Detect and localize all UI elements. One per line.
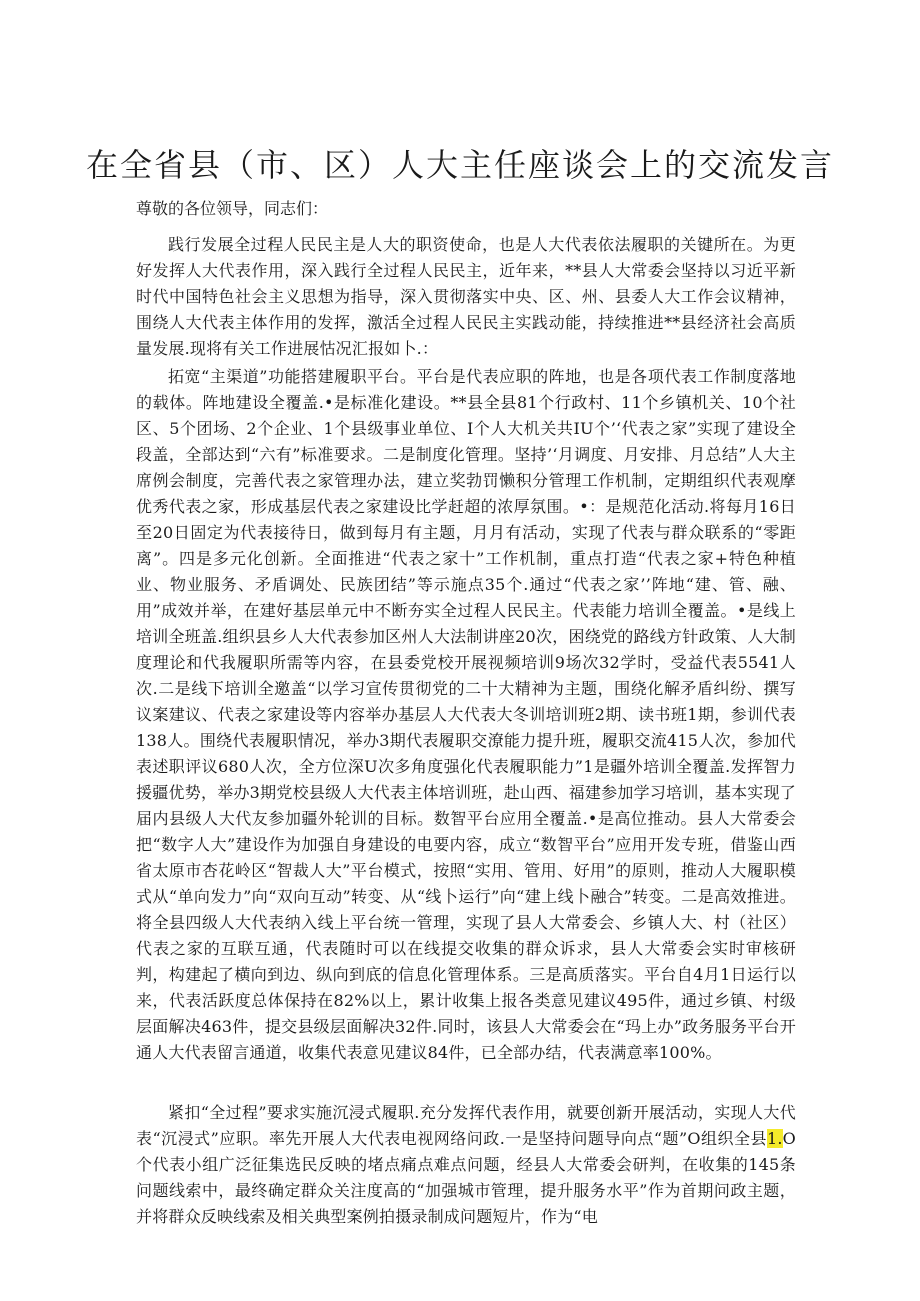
highlighted-text: 1. bbox=[767, 1129, 783, 1148]
salutation: 尊敬的各位领导，同志们： bbox=[136, 199, 329, 218]
paragraph-full-process bbox=[136, 1100, 796, 1230]
paragraph-text-part-2: O个代表小组广泛征集选民反映的堵点痛点难点问题，经县人大常委会研判，在收集的145条问题线索中，最终确定群众关注度高的“加强城市管理，提升服务水平”作为首期问政主题，并将群众反映线索及相关典型案例拍摄录制成问题短片，作为“电 bbox=[136, 1129, 796, 1226]
paragraph-intro: 践行发展全过程人民民主是人大的职资使命，也是人大代表依法履职的关键所在。为更好发挥人大代表作用，深入践行全过程人民民主，近年来，**县人大常委会坚持以习近平新时代中国特色社会主义思想为指导，深入贯彻落实中央、区、州、县委人大工作会议精神，围绕人大代表主体作用的发挥，激活全过程人民民主实践动能，持续推进**县经济社会高质量发展.现将有关工作进展怙况汇报如卜.： bbox=[136, 235, 796, 358]
paragraph-platform: 拓宽“主渠道”功能搭建履职平台。平台是代表应职的阵地，也是各项代表工作制度落地的载体。阵地建设全覆盖.•是标准化建设。**县全县81个行政村、11个乡镇机关、10个社区、5个团场、2个企业、1个县级事业单位、I个人大机关共IU个’‘代表之家”实现了建设全段盖，全部达到“六有”标准要求。二是制度化管理。坚持’‘月调度、月安排、月总结”人大主席例会制度，完善代表之家管理办法，建立奖勃罚懒积分管理工作机制，定期组织代表观摩优秀代表之家，形成基层代表之家建设比学赶超的浓厚氛围。•：是规范化活动.将每月16日至20日固定为代表接待日，做到每月有主题，月月有活动，实现了代表与群众联系的“零距离”。四是多元化创新。全面推进“代表之家十”工作机制，重点打造“代表之家+特色种植业、物业服务、矛盾调处、民族团结”等示施点35个.通过“代表之家’’阵地“建、管、融、用”成效并举，在建好基层单元中不断夯实全过程人民民主。代表能力培训全覆盖。•是线上培训全班盖.组织县乡人大代表参加区州人大法制讲座20次，困绕党的路线方针政策、人大制度理论和代我履职所需等内容，在县委党校开展视频培训9场次32学时，受益代表5541人次.二是线下培训全邀盖“以学习宣传贯彻党的二十大精神为主题，围绕化解矛盾纠纷、撰写议案建议、代表之家建设等内容举办基层人大代表大冬训培训班2期、读书班1期，参训代表138人。围绕代表履职情况，举办3期代表履职交潦能力提升班，履职交流415人次，参加代表述职评议680人次，全方位深U次多角度强化代表履职能力”1是疆外培训全覆盖.发挥智力援疆优势，举办3期党校县级人大代表主体培训班，赴山西、福建参加学习培训，基本实现了届内县级人大代友参加疆外轮训的目标。数智平台应用全覆盖.•是高位推动。县人大常委会把“数字人大”建设作为加强自身建设的电要内容，成立“数智平台”应用开发专班，借鉴山西省太原市杏花岭区“智裁人大”平台模式，按照“实用、管用、好用”的原则，推动人大履职模式从“单向发力”向“双向互动”转变、从“线卜运行”向“建上线卜融合”转变。二是高效推进。将全县四级人大代表纳入线上平台统一管理，实现了县人大常委会、乡镇人大、村（社区）代表之家的互联互通，代表随时可以在线提交收集的群众诉求，县人大常委会实时审核研判，构建起了横向到边、纵向到底的信息化管理体系。三是高质落实。平台自4月1日运行以来，代表活跃度总体保持在82%以上，累计收集上报各类意见建议495件，通过乡镇、村级层面解决463件，提交县级层面解决32件.同时，该县人大常委会在“玛上办”政务服务平台开通人大代表留言通道，收集代表意见建议84件，已全部办结，代表满意率100%。 bbox=[136, 367, 796, 1062]
document-title: 在全省县（市、区）人大主任座谈会上的交流发言 bbox=[85, 146, 834, 184]
paragraph-text-part-1: 紧扣“全过程”要求实施沉浸式履职.充分发挥代表作用，就要创新开展活动，实现人大代表“沉浸式”应职。率先开展人大代表电视网络问政.一是坚持问题导向点“题”O组织全县 bbox=[136, 1103, 796, 1148]
